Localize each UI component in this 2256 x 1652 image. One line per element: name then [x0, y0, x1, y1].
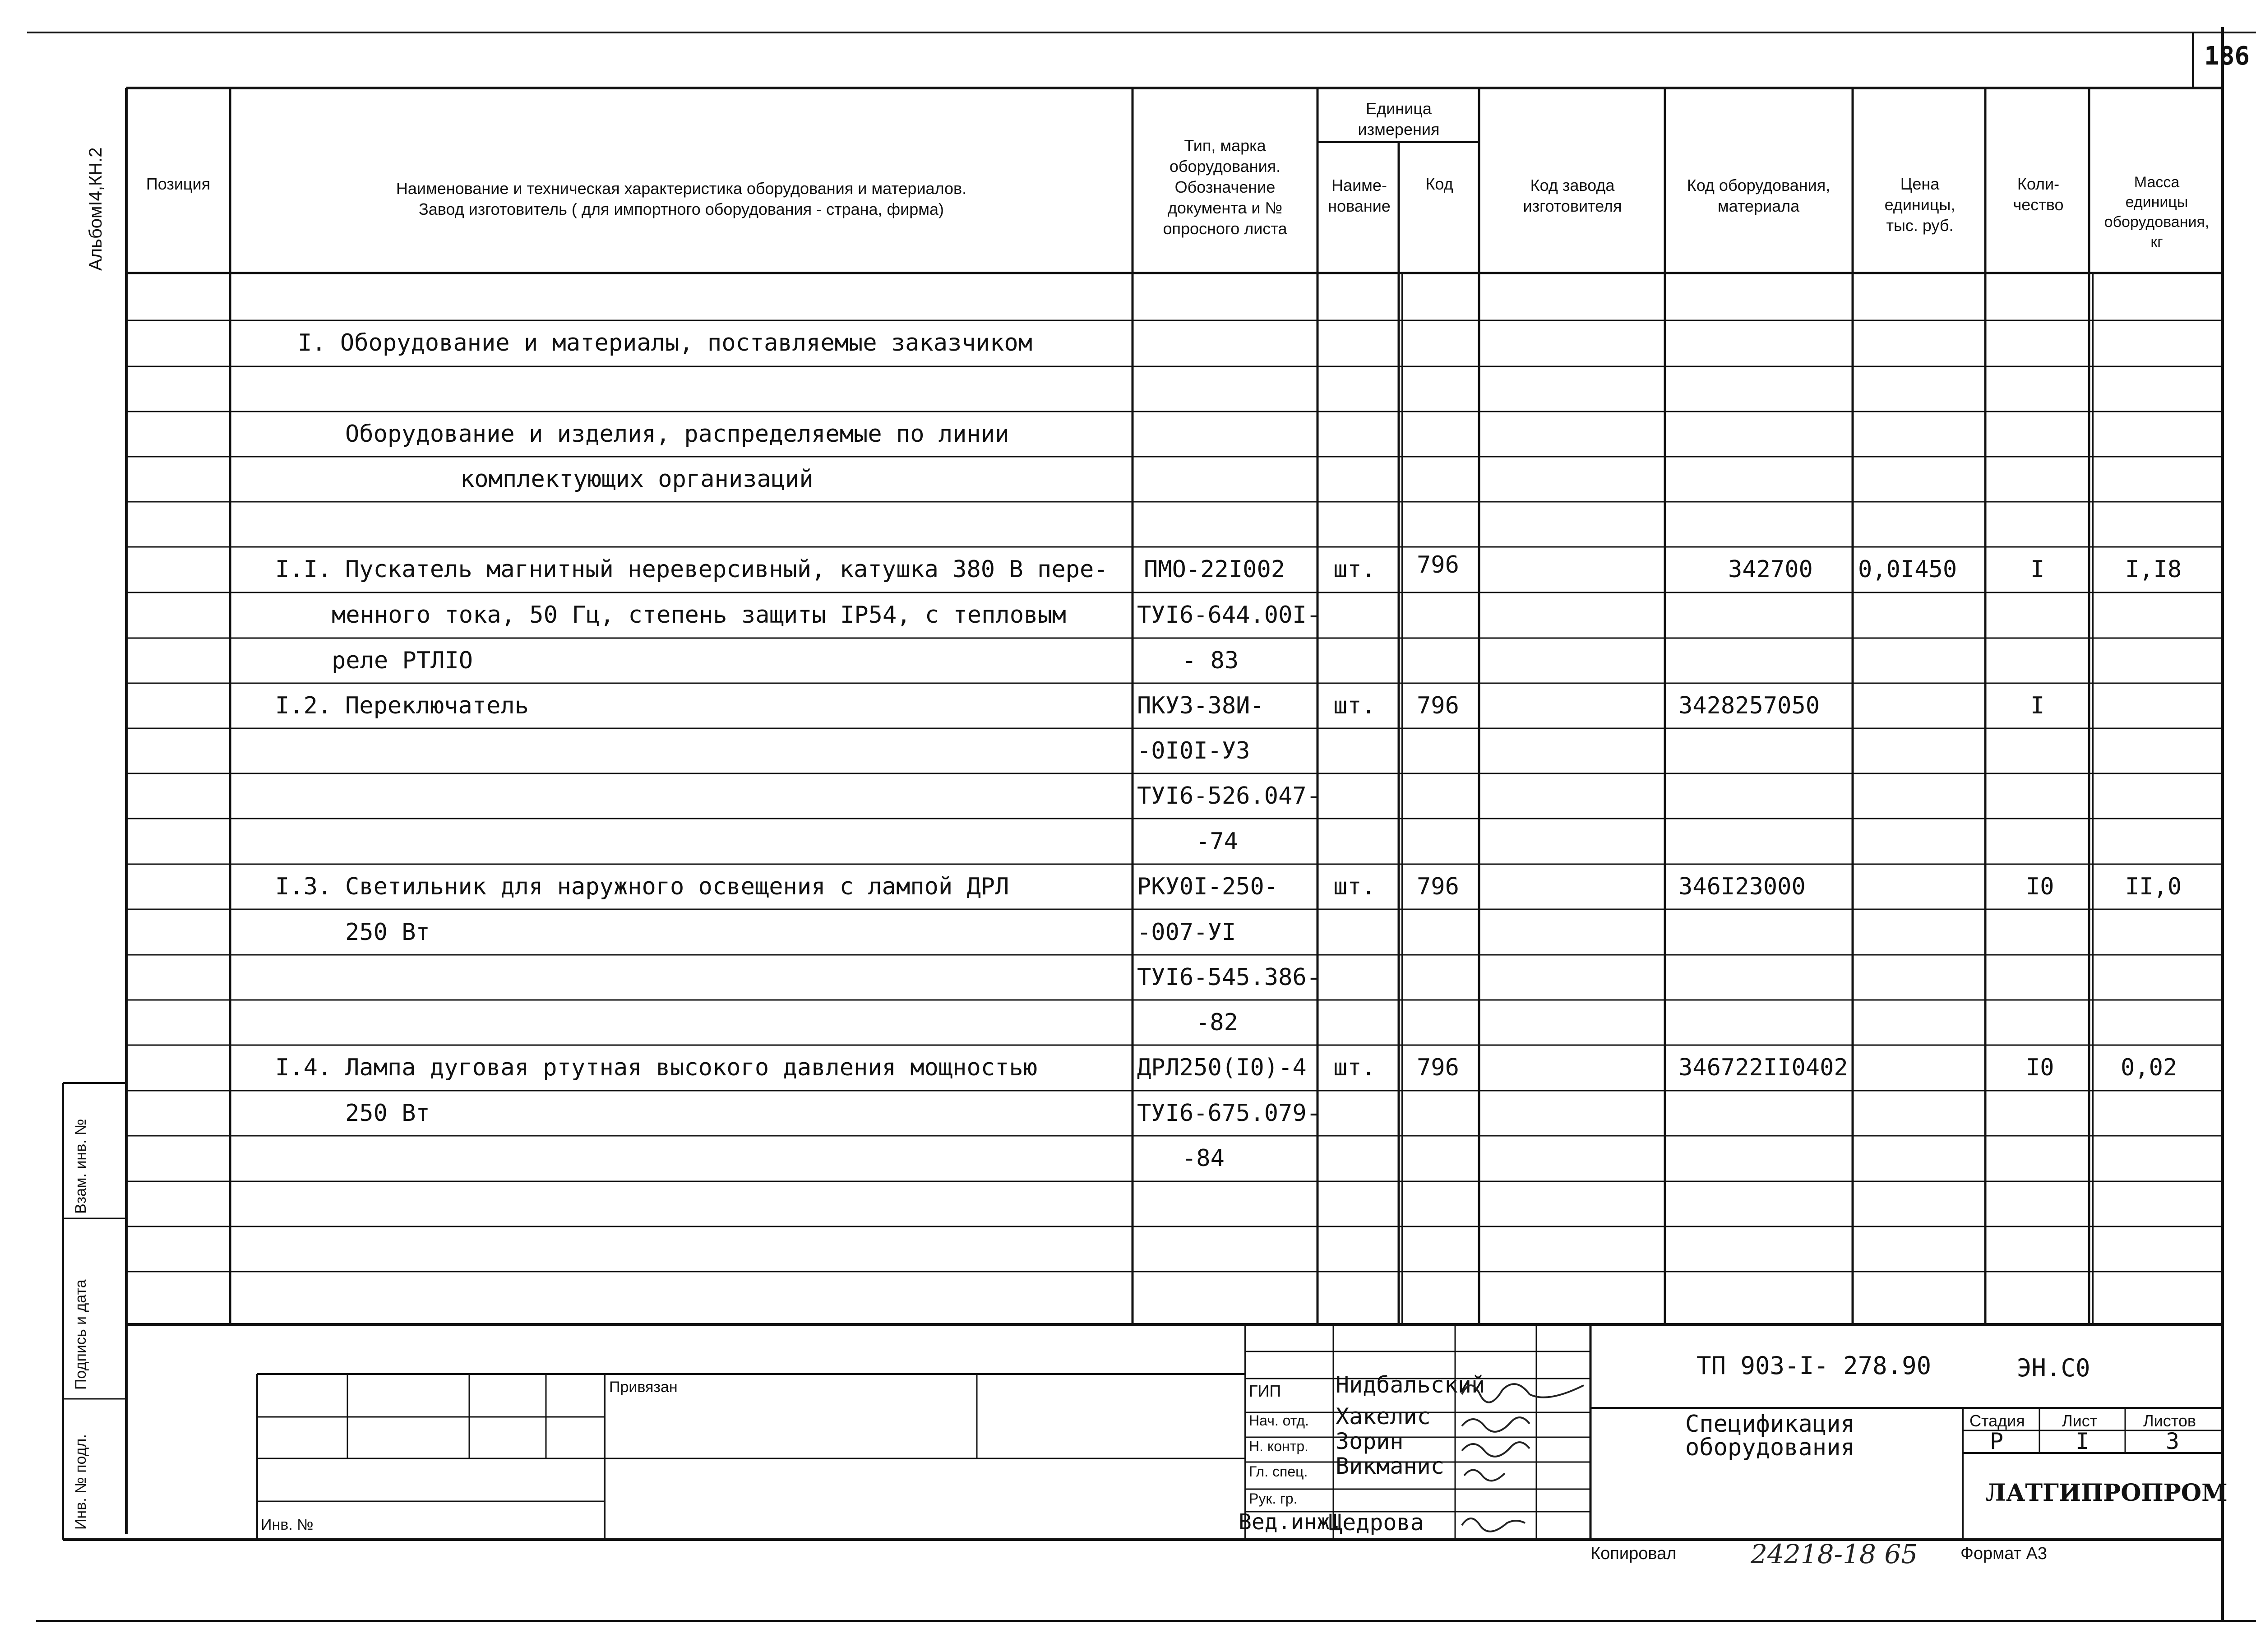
header-factory-line: Код завода [1530, 176, 1615, 194]
item-name: Переключатель [345, 692, 529, 719]
item-type: ТУI6-526.047- [1137, 782, 1321, 810]
item-type: - 83 [1182, 647, 1239, 674]
privyazan-label: Привязан [609, 1379, 678, 1396]
stage-label: Стадия [1969, 1411, 2025, 1430]
sheet-value: I [2076, 1428, 2090, 1454]
sheet-number: 186 [2204, 42, 2250, 71]
item-type: -007-УI [1137, 919, 1236, 946]
name-ved-inzh: Щедрова [1329, 1509, 1424, 1536]
vzam-inv-label: Взам. инв. № [72, 1119, 89, 1214]
header-equip-line: Код оборудования, [1687, 176, 1831, 194]
doc-code: ТП 903-I- 278.90 [1697, 1351, 1932, 1380]
sheets-value: 3 [2166, 1428, 2180, 1454]
item-qty: I [2030, 692, 2045, 719]
header-type [1135, 135, 1315, 239]
header-unit-code: Код [1425, 175, 1453, 193]
header-factory-line: изготовителя [1523, 197, 1622, 215]
sheets-label: Листов [2143, 1411, 2196, 1430]
item-type: ПКУ3-38И- [1137, 692, 1264, 719]
album-label: АльбомI4,КН.2 [86, 147, 106, 271]
doc-title-line: Спецификация [1685, 1411, 1855, 1438]
section-subheading: комплектующих организаций [460, 466, 814, 493]
item-name: реле РТЛIO [332, 647, 473, 674]
header-unit-name [1320, 175, 1399, 217]
copy-number: 24218-18 65 [1751, 1539, 1918, 1569]
header-name [235, 178, 1128, 220]
header-name-line: Завод изготовитель ( для импортного оборудования - страна, фирма) [418, 200, 944, 218]
item-mass: I,I8 [2125, 556, 2182, 583]
header-qty-line: чество [2013, 195, 2064, 214]
name-n-kontr: Зорин [1336, 1428, 1404, 1454]
role-n-kontr: Н. контр. [1249, 1438, 1309, 1454]
stage-value: Р [1990, 1428, 2004, 1454]
role-nach-otd: Нач. отд. [1249, 1412, 1309, 1429]
item-equip-code: 346I23000 [1678, 873, 1806, 900]
header-type-line: документа и № [1167, 199, 1283, 217]
role-gl-spec: Гл. спец. [1249, 1463, 1308, 1480]
role-ved-inzh: Вед.инж. [1239, 1509, 1343, 1535]
header-type-line: Обозначение [1174, 178, 1276, 196]
item-type: -82 [1196, 1009, 1238, 1036]
item-qty: I [2030, 556, 2045, 583]
header-factory-code [1482, 175, 1663, 217]
item-qty: I0 [2026, 1054, 2054, 1081]
inv-podl-label: Инв. № подл. [72, 1434, 89, 1530]
name-gl-spec: Викманис [1336, 1453, 1444, 1479]
item-type: РКУ0I-250- [1137, 873, 1279, 900]
item-unit: шт. [1333, 556, 1376, 583]
item-position: I.3. [275, 873, 332, 900]
item-type: -84 [1182, 1145, 1225, 1172]
header-unit-name-line: Наиме- [1331, 176, 1387, 194]
signature-date-label: Подпись и дата [72, 1279, 89, 1390]
header-qty-line: Коли- [2017, 175, 2060, 193]
item-type: ТУI6-644.00I- [1137, 602, 1321, 629]
item-name: Лампа дуговая ртутная высокого давления мощностью [345, 1054, 1038, 1081]
item-price: 0,0I450 [1858, 556, 1957, 583]
item-position: I.2. [275, 692, 332, 719]
doc-mark: ЭН.С0 [2017, 1354, 2090, 1382]
role-gip: ГИП [1249, 1382, 1281, 1400]
item-unit-code: 796 [1417, 873, 1459, 900]
item-equip-code: 342700 [1728, 556, 1813, 583]
name-gip: Нидбальский [1336, 1372, 1485, 1398]
doc-title-line: оборудования [1685, 1434, 1855, 1461]
header-mass-line: кг [2150, 233, 2163, 250]
header-price-line: единицы, [1884, 195, 1956, 214]
item-equip-code: 346722II0402 [1678, 1054, 1848, 1081]
item-unit-code: 796 [1417, 692, 1459, 719]
header-equip-code [1667, 175, 1850, 217]
item-mass: II,0 [2125, 873, 2182, 900]
item-type: ПМО-22I002 [1144, 556, 1285, 583]
sheet-label: Лист [2062, 1411, 2098, 1430]
item-type: -0I0I-У3 [1137, 737, 1250, 764]
item-name: Пускатель магнитный нереверсивный, катушка 380 В пере- [345, 556, 1108, 583]
header-equip-line: материала [1717, 197, 1800, 215]
header-mass [2091, 172, 2222, 252]
name-nach-otd: Хакелис [1336, 1403, 1431, 1430]
role-ruk-gr: Рук. гр. [1249, 1490, 1298, 1507]
header-type-line: оборудования. [1169, 157, 1281, 176]
item-type: ДРЛ250(I0)-4 [1137, 1054, 1307, 1081]
item-name: Светильник для наружного освещения с лампой ДРЛ [345, 873, 1009, 900]
item-position: I.4. [275, 1054, 332, 1081]
item-unit-code: 796 [1417, 1054, 1459, 1081]
item-unit: шт. [1333, 1054, 1376, 1081]
item-type: ТУI6-675.079- [1137, 1100, 1321, 1127]
header-price [1854, 174, 1985, 236]
item-unit: шт. [1333, 873, 1376, 900]
inv-no-label: Инв. № [261, 1516, 314, 1533]
header-type-line: опросного листа [1163, 219, 1287, 238]
section-subheading: Оборудование и изделия, распределяемые по линии [345, 421, 1009, 448]
section-heading: I. Оборудование и материалы, поставляемые заказчиком [298, 329, 1032, 356]
item-unit-code: 796 [1417, 551, 1459, 578]
handwritten-signatures [1457, 1367, 1606, 1539]
header-mass-line: единицы [2125, 194, 2188, 211]
header-unit-line: Единица [1366, 99, 1432, 118]
item-name: менного тока, 50 Гц, степень защиты IP54, с тепловым [332, 602, 1066, 629]
header-mass-line: оборудования, [2104, 213, 2210, 231]
item-qty: I0 [2026, 873, 2054, 900]
header-qty [1988, 174, 2089, 215]
item-unit: шт. [1333, 692, 1376, 719]
kopiroval-label: Копировал [1590, 1544, 1677, 1563]
header-mass-line: Масса [2134, 174, 2180, 191]
item-type: ТУI6-545.386- [1137, 964, 1321, 991]
header-unit-name-line: нование [1328, 197, 1391, 215]
header-position: Позиция [146, 175, 211, 193]
doc-title [1685, 1412, 1855, 1459]
header-price-line: Цена [1900, 175, 1940, 193]
item-name: 250 Вт [345, 919, 430, 946]
item-name: 250 Вт [345, 1100, 430, 1127]
header-price-line: тыс. руб. [1886, 216, 1954, 235]
item-mass: 0,02 [2121, 1054, 2177, 1081]
header-unit-group [1320, 98, 1478, 140]
header-unit-line: измерения [1358, 120, 1440, 139]
header-type-line: Тип, марка [1184, 136, 1266, 155]
format-label: Формат А3 [1960, 1544, 2048, 1563]
item-type: -74 [1196, 828, 1238, 855]
organization-name: ЛАТГИПРОПРОМ [1985, 1479, 2228, 1507]
item-equip-code: 3428257050 [1678, 692, 1820, 719]
header-name-line: Наименование и техническая характеристика оборудования и материалов. [396, 179, 967, 198]
item-position: I.I. [275, 556, 332, 583]
